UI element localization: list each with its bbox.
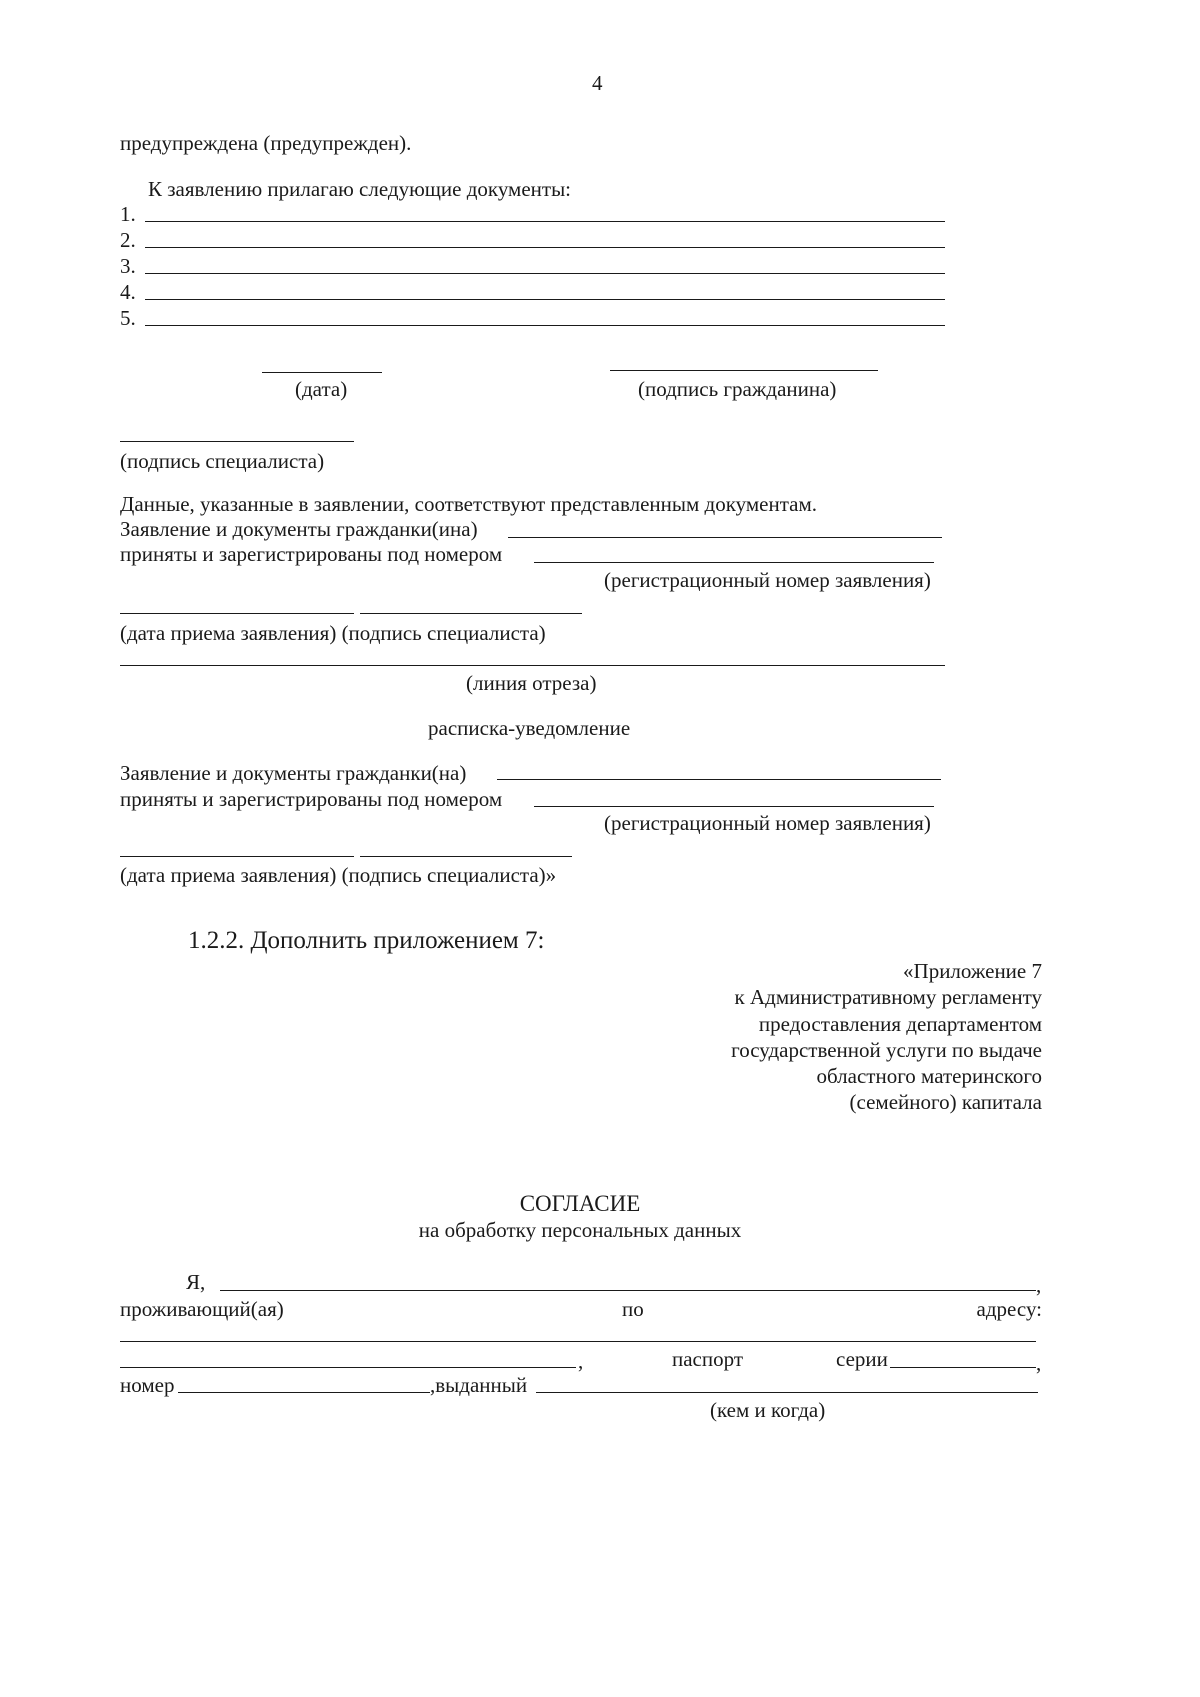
appendix-header-line: предоставления департаментом — [758, 1011, 1042, 1036]
appendix-header-line: к Административному регламенту — [734, 985, 1042, 1010]
receipt-registered-label: приняты и зарегистрированы под номером — [120, 787, 503, 811]
applicant-docs-label: Заявление и документы гражданки(ина) — [120, 517, 478, 541]
attachment-line-3[interactable] — [145, 273, 945, 274]
po-label: по — [622, 1297, 644, 1321]
receipt-applicant-line[interactable] — [497, 779, 941, 780]
receipt-registration-number-line[interactable] — [534, 806, 934, 807]
attachment-number: 3. — [120, 254, 136, 278]
appendix-header-line: областного материнского — [816, 1064, 1042, 1089]
attachment-line-1[interactable] — [145, 221, 945, 222]
comma-mark: , — [1036, 1351, 1042, 1375]
receipt-registration-number-caption: (регистрационный номер заявления) — [604, 811, 931, 835]
receipt-date-signature-caption: (дата приема заявления) (подпись специалиста)» — [120, 863, 557, 887]
specialist-signature-label: (подпись специалиста) — [120, 449, 325, 473]
receipt-title: расписка-уведомление — [428, 716, 631, 740]
attachment-line-5[interactable] — [145, 325, 945, 326]
full-name-line[interactable] — [220, 1290, 1036, 1291]
residing-label: проживающий(ая) — [120, 1297, 284, 1321]
specialist-signature-line-2[interactable] — [360, 613, 582, 614]
cut-line-label: (линия отреза) — [466, 671, 597, 695]
citizen-signature-line[interactable] — [610, 370, 878, 371]
verification-statement: Данные, указанные в заявлении, соответствуют представленным документам. — [120, 492, 817, 516]
date-signature-caption: (дата приема заявления) (подпись специалиста) — [120, 621, 546, 645]
cut-line — [120, 665, 945, 666]
consent-i-label: Я, — [186, 1270, 206, 1294]
consent-subtitle: на обработку персональных данных — [418, 1218, 742, 1242]
comma-mark: , — [578, 1349, 584, 1373]
appendix-header-line: государственной услуги по выдаче — [731, 1037, 1042, 1062]
registered-label: приняты и зарегистрированы под номером — [120, 542, 503, 566]
receipt-applicant-label: Заявление и документы гражданки(на) — [120, 761, 467, 785]
acceptance-date-line[interactable] — [120, 613, 354, 614]
attachment-line-4[interactable] — [145, 299, 945, 300]
address-label: адресу: — [976, 1297, 1042, 1321]
attachments-intro: К заявлению прилагаю следующие документы: — [148, 177, 572, 201]
appendix-header — [731, 958, 1042, 1116]
page-number: 4 — [592, 71, 603, 95]
receipt-signature-line[interactable] — [360, 856, 572, 857]
address-line-1[interactable] — [120, 1341, 1036, 1342]
receipt-date-line[interactable] — [120, 856, 354, 857]
attachment-number: 1. — [120, 202, 136, 226]
section-heading: 1.2.2. Дополнить приложением 7: — [188, 927, 545, 954]
date-line[interactable] — [262, 372, 382, 373]
passport-number-line[interactable] — [178, 1392, 430, 1393]
passport-label: паспорт — [672, 1347, 744, 1371]
citizen-signature-label: (подпись гражданина) — [638, 377, 837, 401]
registration-number-line[interactable] — [534, 562, 934, 563]
passport-series-line[interactable] — [890, 1367, 1036, 1368]
specialist-signature-line[interactable] — [120, 441, 354, 442]
comma-mark: , — [1036, 1273, 1042, 1297]
issued-by-caption: (кем и когда) — [710, 1398, 826, 1422]
registration-number-caption: (регистрационный номер заявления) — [604, 568, 931, 592]
address-line-2[interactable] — [120, 1367, 576, 1368]
appendix-header-line: (семейного) капитала — [849, 1090, 1042, 1115]
attachment-line-2[interactable] — [145, 247, 945, 248]
applicant-name-line[interactable] — [508, 537, 942, 538]
attachment-number: 2. — [120, 228, 136, 252]
warning-text: предупреждена (предупрежден). — [120, 131, 412, 155]
attachment-number: 5. — [120, 306, 136, 330]
appendix-header-line: «Приложение 7 — [903, 959, 1042, 983]
issued-by-line[interactable] — [536, 1392, 1038, 1393]
number-label: номер — [120, 1373, 175, 1397]
attachment-number: 4. — [120, 280, 136, 304]
consent-title: СОГЛАСИЕ — [519, 1191, 641, 1216]
series-label: серии — [836, 1347, 888, 1371]
issued-label: ,выданный — [430, 1373, 528, 1397]
date-label: (дата) — [295, 377, 348, 401]
